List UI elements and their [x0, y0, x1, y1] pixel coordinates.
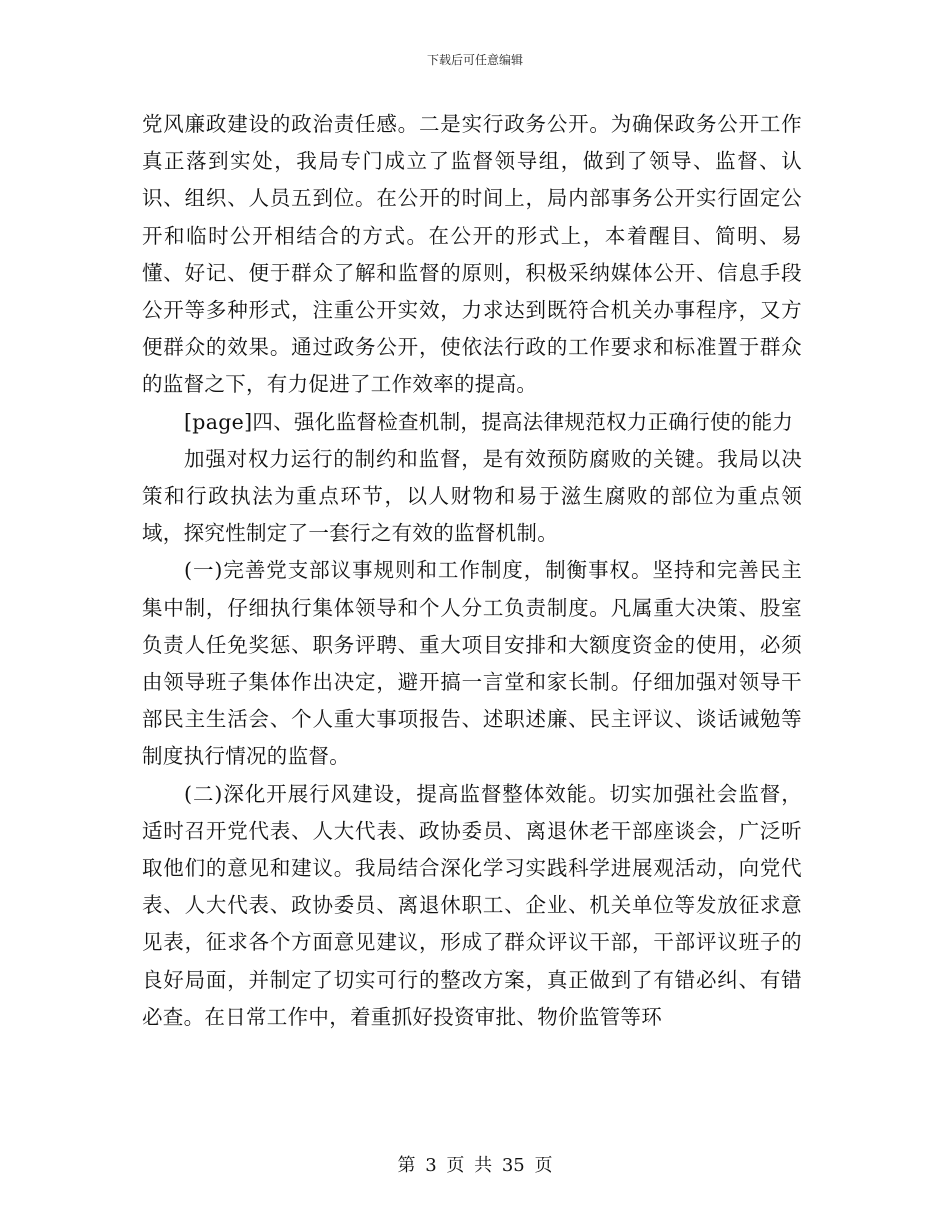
paragraph: 加强对权力运行的制约和监督，是有效预防腐败的关键。我局以决策和行政执法为重点环节，以人财物和易于滋生腐败的部位为重点领域，探究性制定了一套行之有效的监督机制。	[142, 446, 802, 546]
section-heading: [page]四、强化监督检查机制，提高法律规范权力正确行使的能力	[184, 409, 794, 434]
document-body	[142, 106, 802, 1036]
paragraph: (二)深化开展行风建设，提高监督整体效能。切实加强社会监督，适时召开党代表、人大代表、政协委员、离退休老干部座谈会，广泛听取他们的意见和建议。我局结合深化学习实践科学进展观活动，向党代表、人大代表、政协委员、离退休职工、企业、机关单位等发放征求意见表，征求各个方面意见建议，形成了群众评议干部，干部评议班子的良好局面，并制定了切实可行的整改方案，真正做到了有错必纠、有错必查。在日常工作中，着重抓好投资审批、物价监管等环	[142, 781, 802, 1029]
page-number-footer: 第 3 页 共 35 页	[397, 1155, 553, 1176]
paragraph: 党风廉政建设的政治责任感。二是实行政务公开。为确保政务公开工作真正落到实处，我局专门成立了监督领导组，做到了领导、监督、认识、组织、人员五到位。在公开的时间上，局内部事务公开实行固定公开和临时公开相结合的方式。在公开的形式上，本着醒目、简明、易懂、好记、便于群众了解和监督的原则，积极采纳媒体公开、信息手段公开等多种形式，注重公开实效，力求达到既符合机关办事程序，又方便群众的效果。通过政务公开，使依法行政的工作要求和标准置于群众的监督之下，有力促进了工作效率的提高。	[142, 112, 802, 397]
page-header: 下载后可任意编辑	[426, 53, 523, 67]
paragraph: (一)完善党支部议事规则和工作制度，制衡事权。坚持和完善民主集中制，仔细执行集体领导和个人分工负责制度。凡属重大决策、股室负责人任免奖惩、职务评聘、重大项目安排和大额度资金的使用，必须由领导班子集体作出决定，避开搞一言堂和家长制。仔细加强对领导干部民主生活会、个人重大事项报告、述职述廉、民主评议、谈话诫勉等制度执行情况的监督。	[142, 558, 802, 769]
